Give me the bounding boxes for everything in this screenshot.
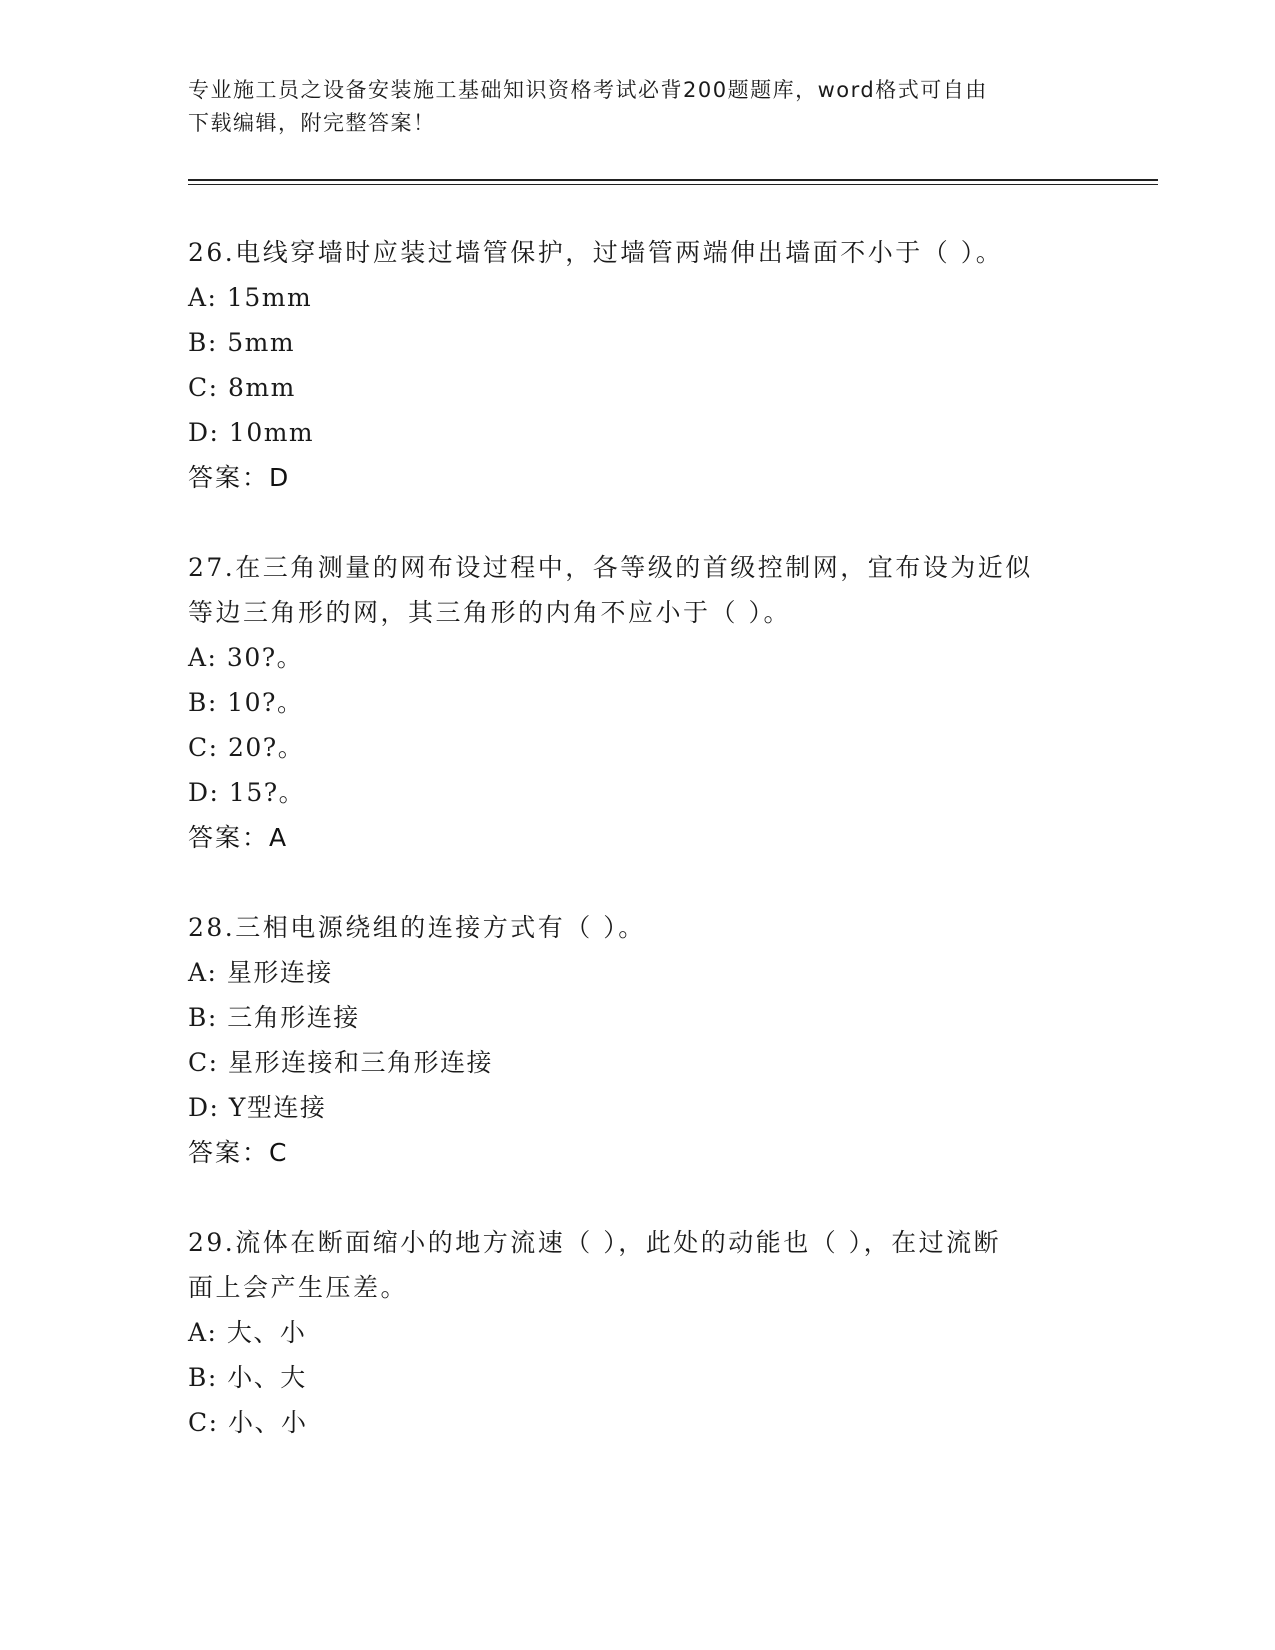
option-b: B: 三角形连接: [188, 1003, 360, 1032]
question-text: 26.电线穿墙时应装过墙管保护，过墙管两端伸出墙面不小于（ ）。: [188, 238, 1004, 267]
option-c: C: 20?。: [188, 733, 305, 762]
question-29: [188, 1220, 1088, 1445]
header-line-1: 专业施工员之设备安装施工基础知识资格考试必背200题题库，word格式可自由: [188, 78, 988, 102]
answer-label: 答案：: [188, 463, 270, 492]
question-text-line-2: 等边三角形的网，其三角形的内角不应小于（ ）。: [188, 598, 791, 627]
answer-line: [188, 455, 1088, 500]
option-c: C: 星形连接和三角形连接: [188, 1048, 493, 1077]
header-divider-top: [188, 179, 1158, 181]
question-26: [188, 230, 1088, 500]
document-header: [188, 74, 1068, 140]
header-divider-bottom: [188, 184, 1158, 185]
header-line-2: 下载编辑，附完整答案！: [188, 111, 436, 135]
option-a: A: 大、小: [188, 1318, 307, 1347]
option-c: C: 小、小: [188, 1408, 308, 1437]
option-a: A: 15mm: [188, 283, 313, 312]
question-28: [188, 905, 1088, 1175]
option-c: C: 8mm: [188, 373, 296, 402]
option-a: A: 30?。: [188, 643, 304, 672]
question-text: 28.三相电源绕组的连接方式有（ ）。: [188, 913, 646, 942]
option-b: B: 小、大: [188, 1363, 307, 1392]
answer-label: 答案：: [188, 1138, 270, 1167]
option-b: B: 5mm: [188, 328, 296, 357]
question-text-line-1: 27.在三角测量的网布设过程中，各等级的首级控制网，宜布设为近似: [188, 553, 1033, 582]
question-27: [188, 545, 1088, 860]
option-d: D: Y型连接: [188, 1093, 327, 1122]
answer-label: 答案：: [188, 823, 270, 852]
answer-value: D: [269, 463, 291, 492]
option-b: B: 10?。: [188, 688, 304, 717]
answer-value: A: [269, 823, 289, 852]
option-d: D: 15?。: [188, 778, 306, 807]
question-text-line-1: 29.流体在断面缩小的地方流速（ ），此处的动能也（ ），在过流断: [188, 1228, 1002, 1257]
answer-line: [188, 1130, 1088, 1175]
answer-line: [188, 815, 1088, 860]
option-d: D: 10mm: [188, 418, 315, 447]
answer-value: C: [269, 1138, 289, 1167]
question-text-line-2: 面上会产生压差。: [188, 1273, 409, 1302]
option-a: A: 星形连接: [188, 958, 333, 987]
